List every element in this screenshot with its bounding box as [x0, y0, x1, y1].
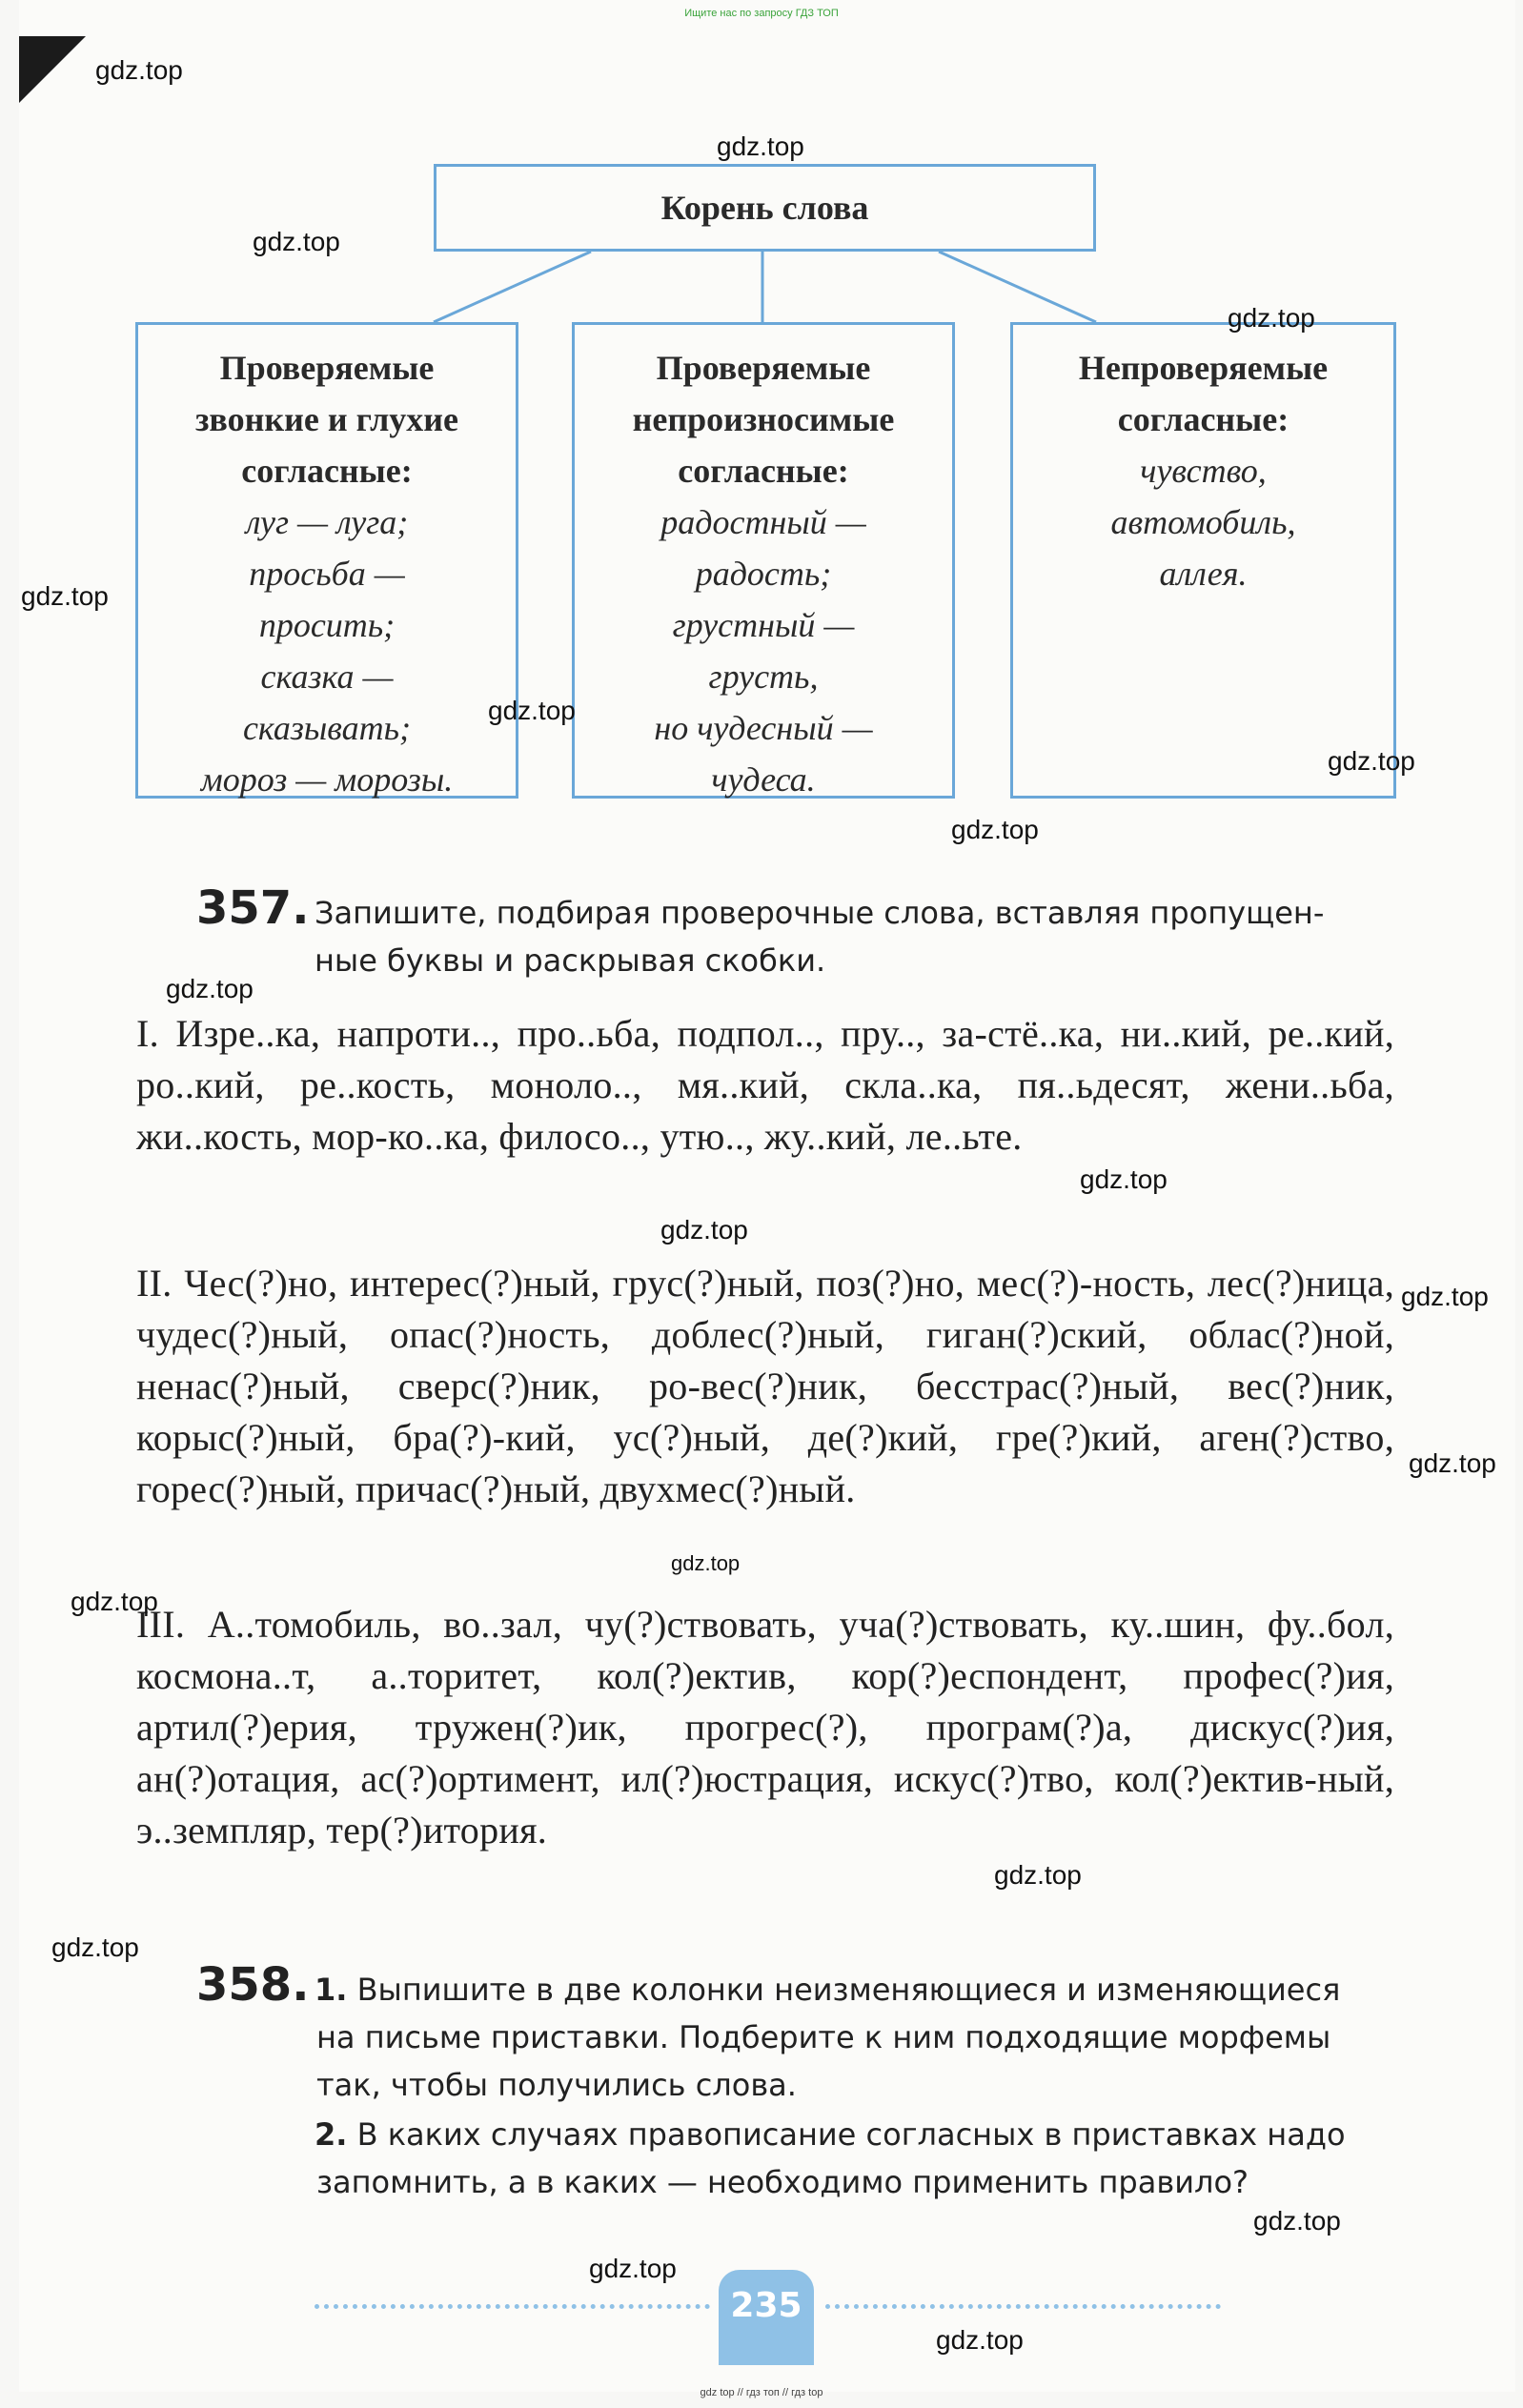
- column-example: грустный —: [672, 606, 855, 644]
- exercise-358-item-2: [315, 2111, 1396, 2206]
- column-example: чудеса.: [711, 760, 816, 799]
- exercise-357-part-3: III. А..томобиль, во..зал, чу(?)ствовать, уча(?)ствовать, ку..шин, фу..бол, космона..т, а..торитет, кол(?)ектив, кор(?)еспондент, профес(?)ия, артил(?)ерия, тружен(?)ик, прогрес(?), програм(?)а, дискус(?)ия, ан(?)отация, ас(?)ортимент, ил(?)юстрация, искус(?)тво, кол(?)ектив-ный, э..земпляр, тер(?)итория.: [136, 1603, 1394, 1852]
- item-number: 1.: [315, 1972, 348, 2008]
- task-line: Запишите, подбирая проверочные слова, вставляя пропущен-: [315, 895, 1325, 931]
- watermark: gdz.top: [71, 1587, 158, 1616]
- column-example: сказывать;: [242, 709, 412, 747]
- exercise-357-task: [315, 889, 1396, 984]
- task-line: на письме приставки. Подберите к ним подходящие морфемы: [316, 2019, 1331, 2055]
- item-number: 2.: [315, 2116, 348, 2153]
- bottom-banner: gdz top // гдз топ // гдз top: [700, 2387, 823, 2398]
- footer-dotted-line-left: [315, 2304, 710, 2309]
- watermark: gdz.top: [166, 974, 254, 1003]
- watermark: gdz.top: [1253, 2206, 1341, 2236]
- column-example: мороз — морозы.: [200, 760, 454, 799]
- watermark: gdz.top: [1080, 1164, 1168, 1194]
- column-example: автомобиль,: [1110, 503, 1296, 541]
- watermark: gdz.top: [589, 2254, 677, 2283]
- exercise-357-number: 357.: [196, 881, 310, 935]
- scheme-root-label: Корень слова: [660, 189, 869, 227]
- scheme-column-unpronounceable: [572, 322, 955, 799]
- watermark: gdz.top: [488, 696, 576, 725]
- column-heading-line: Непроверяемые: [1078, 349, 1329, 387]
- task-line: так, чтобы получились слова.: [316, 2067, 797, 2103]
- watermark: gdz.top: [660, 1215, 748, 1244]
- column-example: аллея.: [1159, 555, 1248, 593]
- column-example: просить;: [258, 606, 396, 644]
- column-example: радость;: [695, 555, 832, 593]
- column-heading-line: согласные:: [241, 452, 413, 490]
- scheme-column-voiced-voiceless: [135, 322, 518, 799]
- column-heading-line: непроизносимые: [632, 400, 895, 438]
- column-heading-line: согласные:: [678, 452, 849, 490]
- watermark: gdz.top: [51, 1932, 139, 1962]
- column-heading-line: Проверяемые: [219, 349, 435, 387]
- scheme-root-box: [434, 164, 1096, 252]
- task-line: запомнить, а в каких — необходимо применить правило?: [316, 2164, 1249, 2200]
- footer-dotted-line-right: [825, 2304, 1221, 2309]
- watermark: gdz.top: [671, 1551, 741, 1575]
- watermark: gdz.top: [1409, 1448, 1496, 1478]
- watermark: gdz.top: [95, 55, 183, 85]
- exercise-358-item-1: [315, 1966, 1396, 2109]
- watermark: gdz.top: [21, 581, 109, 611]
- column-example: луг — луга;: [245, 503, 409, 541]
- watermark: gdz.top: [994, 1860, 1082, 1890]
- watermark: gdz.top: [253, 227, 340, 256]
- watermark: gdz.top: [1228, 303, 1315, 333]
- column-example: грусть,: [708, 658, 819, 696]
- column-example: просьба —: [249, 555, 405, 593]
- page-number: 235: [719, 2270, 814, 2365]
- scheme-column-unverifiable: [1010, 322, 1396, 799]
- task-line: В каких случаях правописание согласных в приставках надо: [356, 2116, 1346, 2153]
- column-heading-line: согласные:: [1117, 400, 1289, 438]
- task-line: ные буквы и раскрывая скобки.: [315, 942, 826, 979]
- exercise-357-part-2: II. Чес(?)но, интерес(?)ный, грус(?)ный, поз(?)но, мес(?)-ность, лес(?)ница, чудес(?)ный, опас(?)ность, доблес(?)ный, гиган(?)ский, облас(?)ной, ненас(?)ный, сверс(?)ник, ро-вес(?)ник, бесстрас(?)ный, вес(?)ник, корыс(?)ный, бра(?)-кий, ус(?)ный, де(?)кий, гре(?)кий, аген(?)ство, горес(?)ный, причас(?)ный, двухмес(?)ный.: [136, 1262, 1394, 1510]
- watermark: gdz.top: [1401, 1282, 1489, 1311]
- column-example: сказка —: [260, 658, 394, 696]
- column-heading-line: Проверяемые: [656, 349, 871, 387]
- watermark: gdz.top: [1328, 746, 1415, 776]
- watermark: gdz.top: [936, 2325, 1024, 2355]
- top-banner: Ищите нас по запросу ГДЗ ТОП: [684, 8, 839, 19]
- exercise-357-part-1: I. Изре..ка, напроти.., про..ьба, подпол.., пру.., за-стё..ка, ни..кий, ре..кий, ро..кий, ре..кость, моноло.., мя..кий, скла..ка, пя..ьдесят, жени..ьба, жи..кость, мор-ко..ка, филосо.., утю.., жу..кий, ле..ьте.: [136, 1012, 1394, 1158]
- column-heading-line: звонкие и глухие: [194, 400, 459, 438]
- exercise-358-number: 358.: [196, 1958, 310, 2012]
- watermark: gdz.top: [717, 132, 804, 161]
- watermark: gdz.top: [951, 815, 1039, 844]
- column-example: радостный —: [660, 503, 866, 541]
- column-example: чувство,: [1140, 452, 1267, 490]
- task-line: Выпишите в две колонки неизменяющиеся и изменяющиеся: [356, 1972, 1341, 2008]
- column-example: но чудесный —: [654, 709, 873, 747]
